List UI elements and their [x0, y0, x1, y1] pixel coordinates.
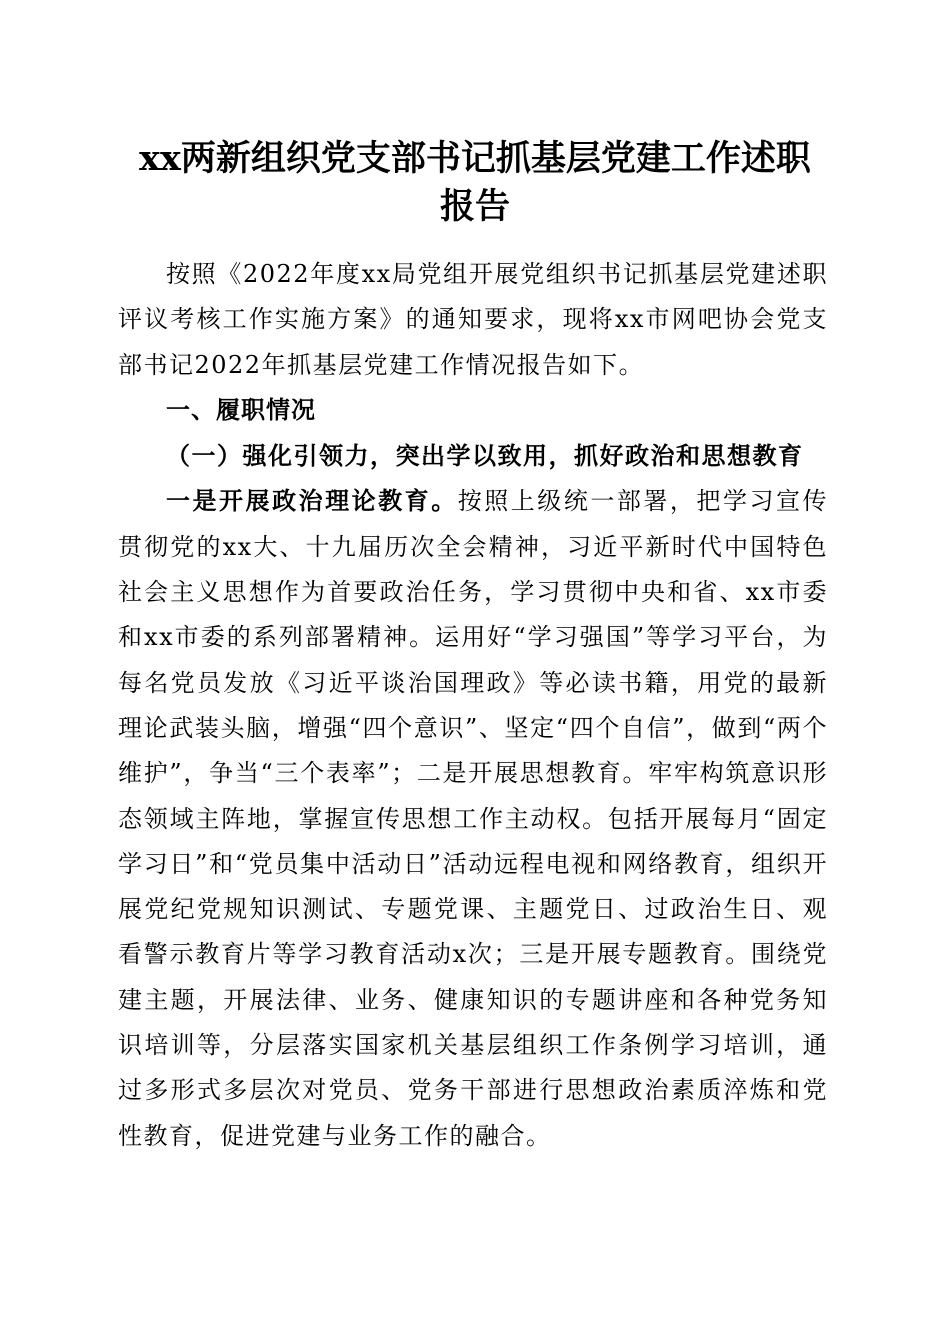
subsection-heading-1: （一）强化引领力，突出学以致用，抓好政治和思想教育	[166, 441, 804, 471]
paragraph-lead: 一是开展政治理论教育。	[166, 486, 458, 516]
title-line-2: 报告	[439, 186, 510, 227]
intro-paragraph: 按照《2022年度xx局党组开展党组织书记抓基层党建述职评议考核工作实施方案》的通知要求，现将xx市网吧协会党支部书记2022年抓基层党建工作情况报告如下。	[118, 260, 828, 379]
document-title	[120, 135, 830, 231]
title-line-1: xx两新组织党支部书记抓基层党建工作述职	[139, 138, 811, 179]
body-paragraph-1	[118, 478, 828, 1158]
paragraph-text: 按照上级统一部署，把学习宣传贯彻党的xx大、十九届历次全会精神，习近平新时代中国特色社会主义思想作为首要政治任务，学习贯彻中央和省、xx市委和xx市委的系列部署精神。运用好“学习强国”等学习平台，为每名党员发放《习近平谈治国理政》等必读书籍，用党的最新理论武装头脑，增强“四个意识”、坚定“四个自信”，做到“两个维护”，争当“三个表率”；二是开展思想教育。牢牢构筑意识形态领域主阵地，掌握宣传思想工作主动权。包括开展每月“固定学习日”和“党员集中活动日”活动远程电视和网络教育，组织开展党纪党规知识测试、专题党课、主题党日、过政治生日、观看警示教育片等学习教育活动x次；三是开展专题教育。围绕党建主题，开展法律、业务、健康知识的专题讲座和各种党务知识培训等，分层落实国家机关基层组织工作条例学习培训，通过多形式多层次对党员、党务干部进行思想政治素质淬炼和党性教育，促进党建与业务工作的融合。	[118, 487, 829, 1150]
document-body	[118, 252, 828, 1159]
section-heading-1: 一、履职情况	[166, 395, 316, 424]
